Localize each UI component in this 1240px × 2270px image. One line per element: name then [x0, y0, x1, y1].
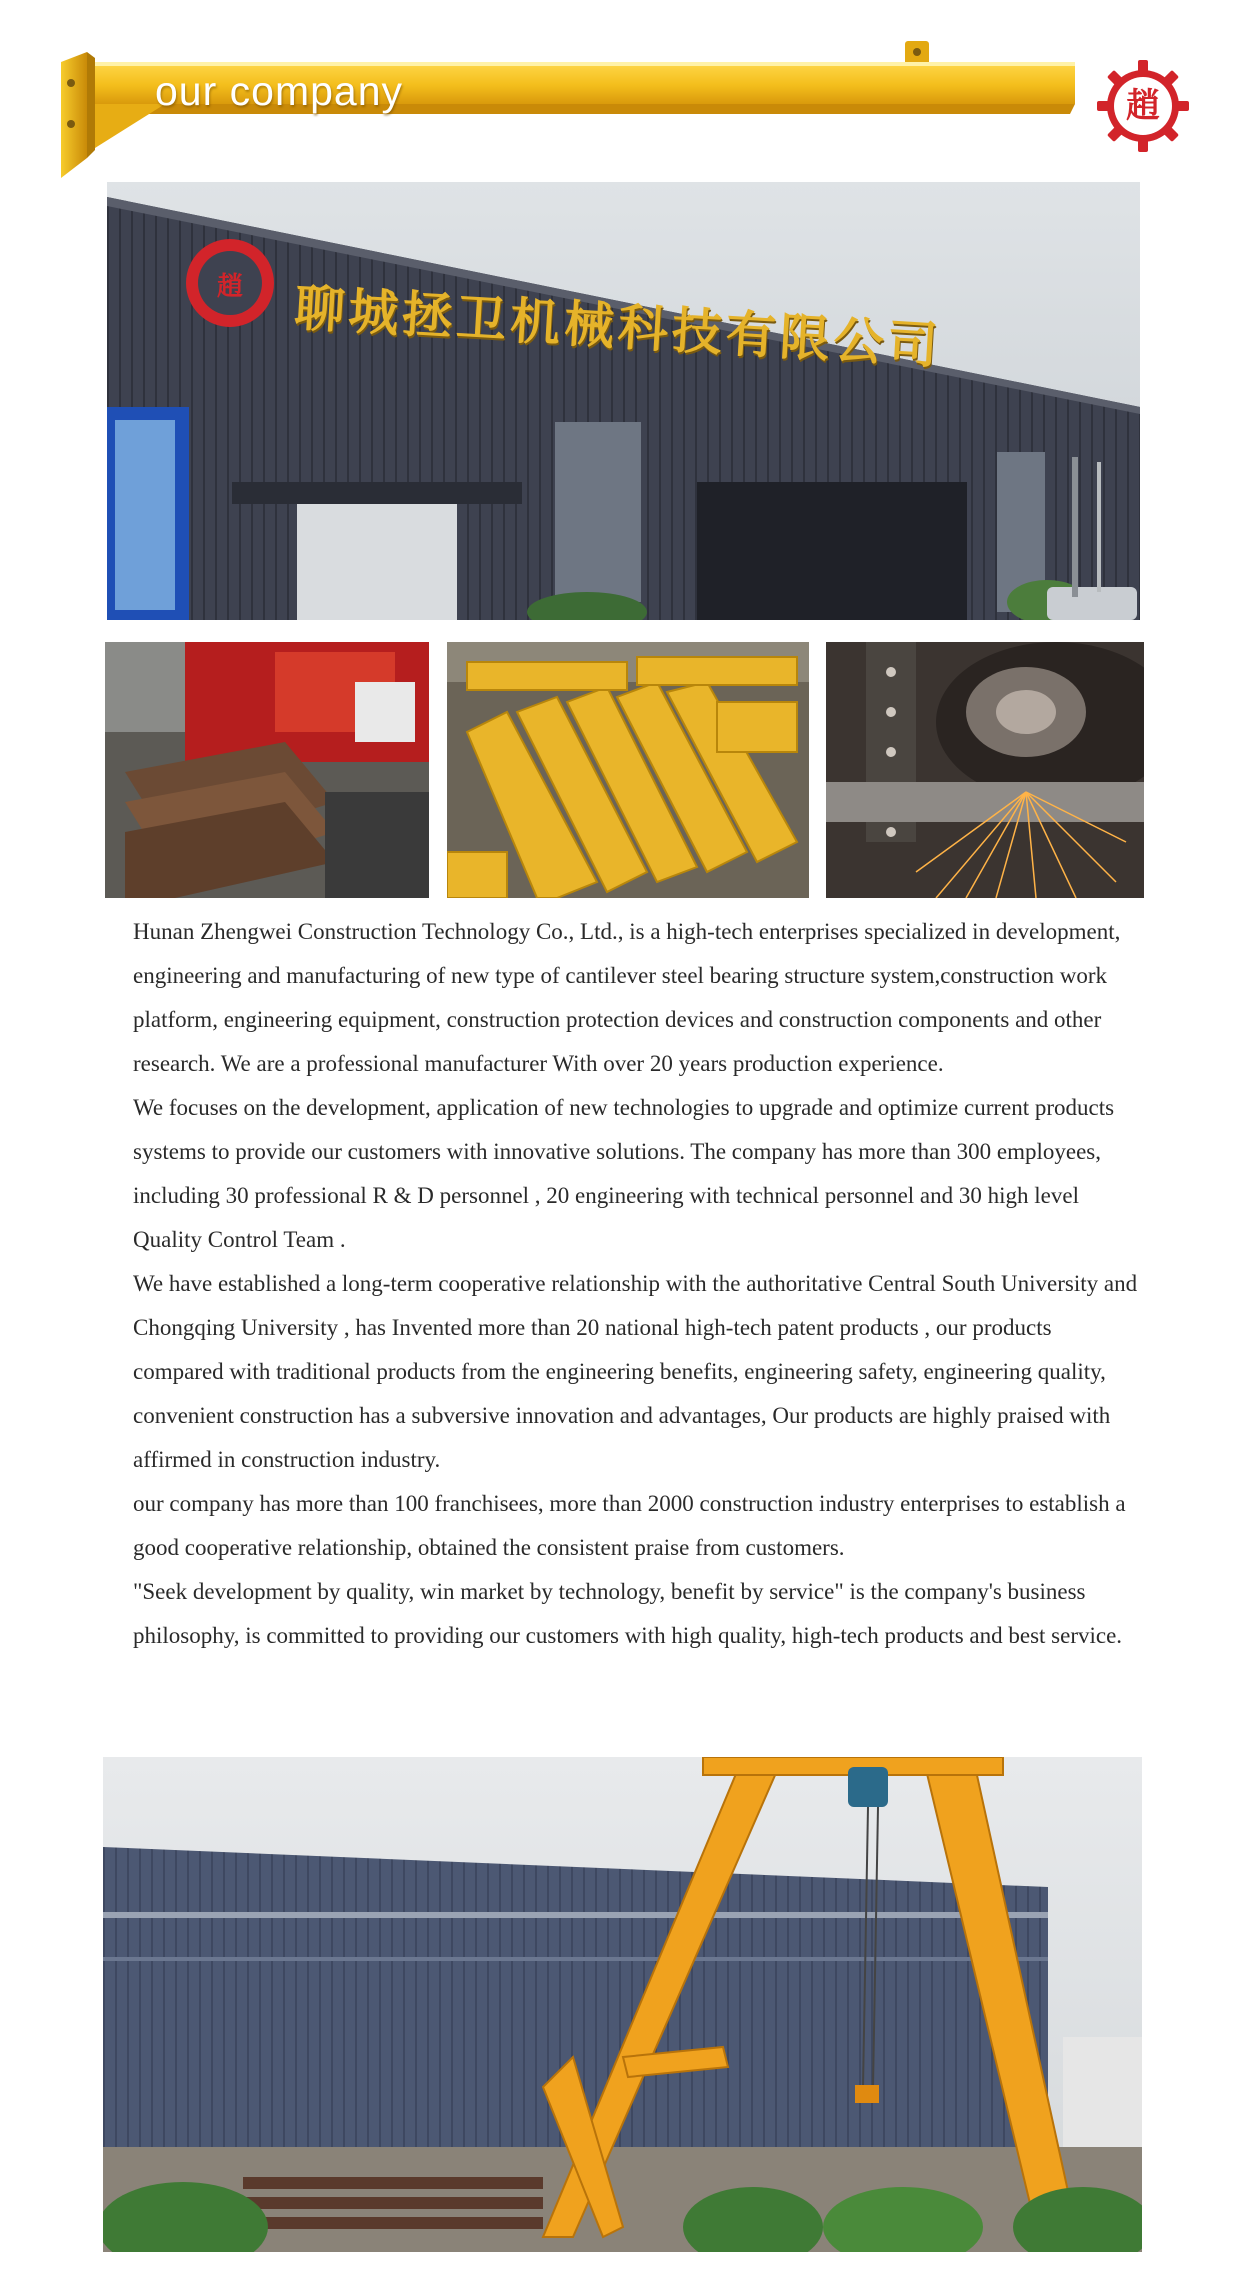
paragraph: our company has more than 100 franchisees, more than 2000 construction industry enterprises to establish a good cooperative relationship, obtained the consistent praise from customers. — [133, 1491, 1126, 1560]
logo-character: 趙 — [1126, 86, 1160, 126]
header-banner — [55, 38, 1075, 178]
section-title: our company — [155, 68, 404, 114]
yellow-steel-beams-photo — [447, 642, 809, 898]
metal-grinding-sparks-photo — [826, 642, 1144, 898]
gantry-crane-photo — [103, 1757, 1142, 2252]
paragraph: We have established a long-term cooperative relationship with the authoritative Central South University and Chongqing University , has Invented more than 20 national high-tech patent products , our products compared with traditional products from the engineering benefits, engineering safety, engineering quality, convenient construction has a subversive innovation and advantages, Our products are highly praised with affirmed in construction industry. — [133, 1271, 1138, 1472]
paragraph: Hunan Zhengwei Construction Technology Co., Ltd., is a high-tech enterprises specialized in development, engineering and manufacturing of new type of cantilever steel bearing structure system,construction work platform, engineering equipment, construction protection devices and construction components and other research. We are a professional manufacturer With over 20 years production experience. — [133, 919, 1121, 1076]
steel-channel-cutting-photo — [105, 642, 429, 898]
building-sign-text: 聊城拯卫机械科技有限公司 — [292, 278, 944, 376]
paragraph: We focuses on the development, application of new technologies to upgrade and optimize current products systems to provide our customers with innovative solutions. The company has more than 300 employees, including 30 professional R & D personnel , 20 engineering with technical personnel and 30 high level Quality Control Team . — [133, 1095, 1115, 1252]
company-logo — [1095, 58, 1191, 154]
paragraph: "Seek development by quality, win market by technology, benefit by service" is the company's business philosophy, is committed to providing our customers with high quality, high-tech products and best service. — [133, 1579, 1123, 1648]
factory-building-photo — [107, 182, 1140, 620]
building-logo-character: 趙 — [217, 272, 244, 302]
company-description — [133, 910, 1143, 1658]
